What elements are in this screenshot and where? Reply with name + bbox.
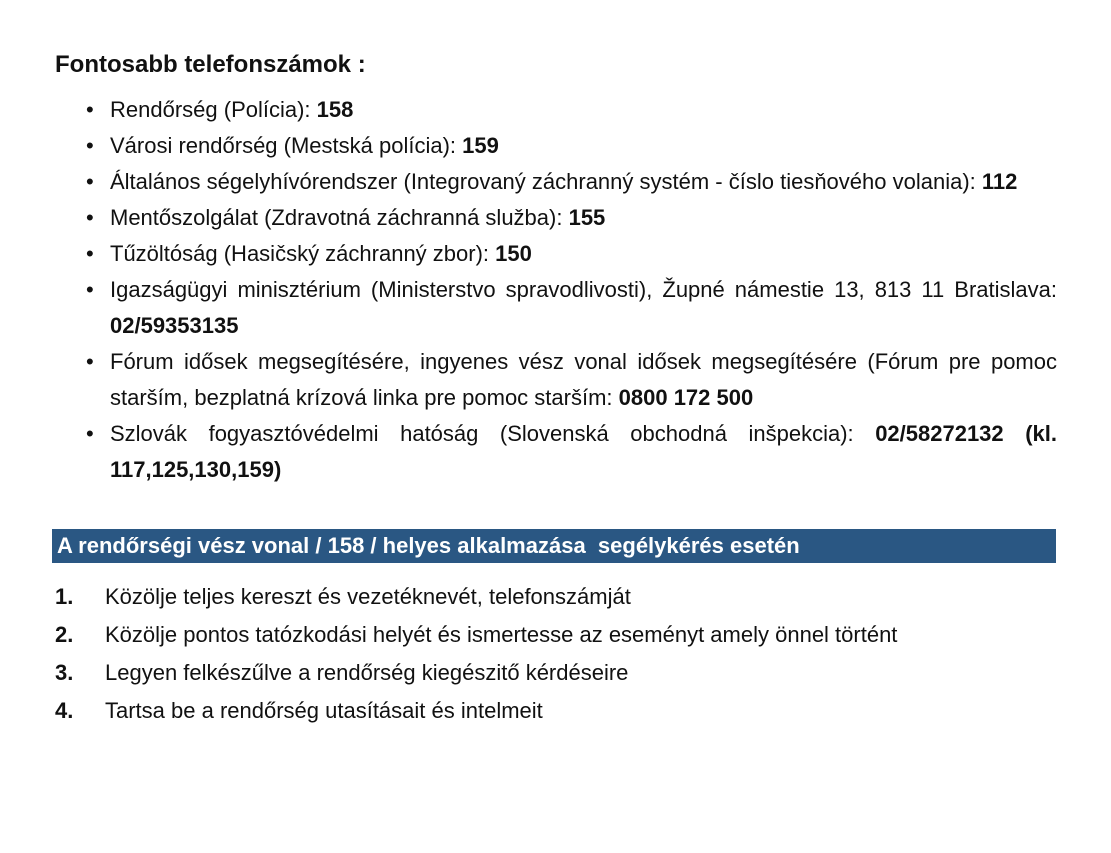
- bullet-icon: •: [86, 277, 94, 302]
- step-item-1: [55, 579, 1057, 615]
- phone-label: Szlovák fogyasztóvédelmi hatóság (Slovenská obchodná inšpekcia):: [110, 421, 876, 446]
- bullet-icon: •: [86, 133, 94, 158]
- list-item-emergency-system: [55, 164, 1057, 200]
- phone-number: 155: [568, 205, 606, 230]
- phone-number: 158: [316, 97, 354, 122]
- step-number: 3.: [55, 660, 74, 685]
- phone-number: 02/59353135: [110, 313, 239, 338]
- step-text: Közölje pontos tatózkodási helyét és ismertesse az eseményt amely önnel történt: [105, 622, 898, 647]
- phone-number: 02/58272132 (kl. 117,125,130,159): [110, 421, 1057, 482]
- step-item-2: [55, 617, 1057, 653]
- bullet-icon: •: [86, 97, 94, 122]
- phone-label: Városi rendőrség (Mestská polícia):: [110, 133, 463, 158]
- step-item-3: [55, 655, 1057, 691]
- page-title: Fontosabb telefonszámok :: [55, 51, 366, 78]
- list-item-trade-inspection: [55, 416, 1057, 488]
- phone-number: 112: [981, 169, 1018, 194]
- list-item-city-police: [55, 128, 1057, 164]
- step-number: 1.: [55, 584, 74, 609]
- phone-label: Fórum idősek megsegítésére, ingyenes vész vonal idősek megsegítésére (Fórum pre pomoc starším, bezplatná krízová linka pre pomoc starším:: [110, 349, 1057, 410]
- step-number: 2.: [55, 622, 74, 647]
- phone-number-list: [55, 92, 1057, 488]
- phone-label: Igazságügyi minisztérium (Ministerstvo spravodlivosti), Župné námestie 13, 813 11 Bratislava:: [110, 277, 1057, 302]
- list-item-ambulance: [55, 200, 1057, 236]
- step-item-4: [55, 693, 1057, 729]
- phone-label: Tűzöltóság (Hasičský záchranný zbor):: [110, 241, 496, 266]
- step-text: Közölje teljes kereszt és vezetéknevét, telefonszámját: [105, 584, 631, 609]
- section-header-bar: A rendőrségi vész vonal / 158 / helyes alkalmazása segélykérés esetén: [52, 529, 1056, 563]
- phone-number: 159: [462, 133, 499, 158]
- emergency-call-steps: [55, 579, 1057, 729]
- bullet-icon: •: [86, 349, 94, 374]
- bullet-icon: •: [86, 421, 94, 446]
- phone-label: Mentőszolgálat (Zdravotná záchranná služba):: [110, 205, 569, 230]
- list-item-seniors-helpline: [55, 344, 1057, 416]
- phone-number: 0800 172 500: [618, 385, 754, 410]
- step-number: 4.: [55, 698, 74, 723]
- phone-label: Általános ségelyhívórendszer (Integrovaný záchranný systém - číslo tiesňového volania):: [110, 169, 982, 194]
- list-item-fire-brigade: [55, 236, 1057, 272]
- step-text: Tartsa be a rendőrség utasításait és intelmeit: [105, 698, 543, 723]
- list-item-justice-ministry: [55, 272, 1057, 344]
- bullet-icon: •: [86, 205, 94, 230]
- bullet-icon: •: [86, 169, 94, 194]
- phone-number: 150: [495, 241, 532, 266]
- list-item-police: [55, 92, 1057, 128]
- phone-label: Rendőrség (Polícia):: [110, 97, 317, 122]
- bullet-icon: •: [86, 241, 94, 266]
- step-text: Legyen felkészűlve a rendőrség kiegészitő kérdéseire: [105, 660, 629, 685]
